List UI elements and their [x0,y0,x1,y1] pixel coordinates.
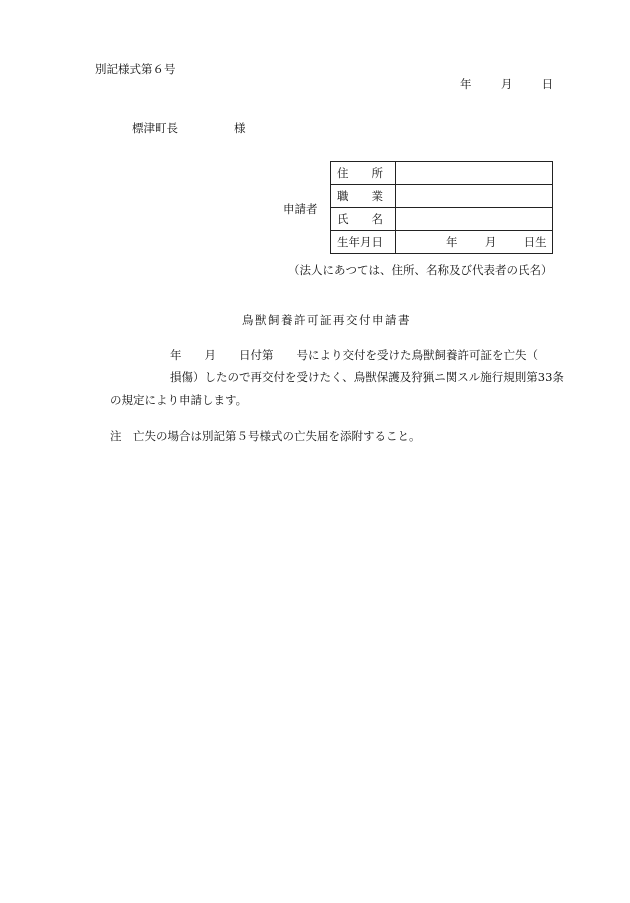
address-field[interactable] [396,162,553,185]
name-label-cell [331,208,396,231]
birth-day-label: 日生 [523,235,547,249]
form-number: 別記様式第６号 [95,62,176,76]
occupation-label: 職 業 [337,189,383,203]
birth-month-label: 月 [484,235,497,249]
applicant-info-table [330,161,553,254]
table-row [331,208,553,231]
table-row [331,162,553,185]
addressee-office: 標津町長 [132,121,178,135]
addressee-honorific: 様 [234,121,246,135]
birthdate-label-cell [331,231,396,254]
footnote: 注 亡失の場合は別記第５号様式の亡失届を添附すること。 [110,429,421,443]
body-text-line: の規定により申請します。 [110,393,248,407]
address-label: 住 所 [337,166,383,180]
address-label-cell [331,162,396,185]
table-row [331,185,553,208]
occupation-field[interactable] [396,185,553,208]
date-year-label: 年 [460,77,472,91]
table-row [331,231,553,254]
birthdate-field[interactable] [396,231,553,254]
submission-date [460,79,553,91]
body-text-line: 損傷）したので再交付を受けたく、鳥獣保護及狩猟ニ関スル施行規則第33条 [170,370,564,384]
body-text-line: 年 月 日付第 号により交付を受けた鳥獣飼養許可証を亡失（ [170,348,538,362]
corporate-note: （法人にあつては、住所、名称及び代表者の氏名） [288,263,553,277]
date-day-label: 日 [541,77,554,91]
occupation-label-cell [331,185,396,208]
applicant-label: 申請者 [283,202,318,216]
document-title: 鳥獣飼養許可証再交付申請書 [242,313,411,327]
date-month-label: 月 [500,77,513,91]
birth-year-label: 年 [446,235,458,249]
addressee [132,123,246,135]
name-label: 氏 名 [337,212,383,226]
name-field[interactable] [396,208,553,231]
birthdate-label: 生年月日 [337,235,383,249]
